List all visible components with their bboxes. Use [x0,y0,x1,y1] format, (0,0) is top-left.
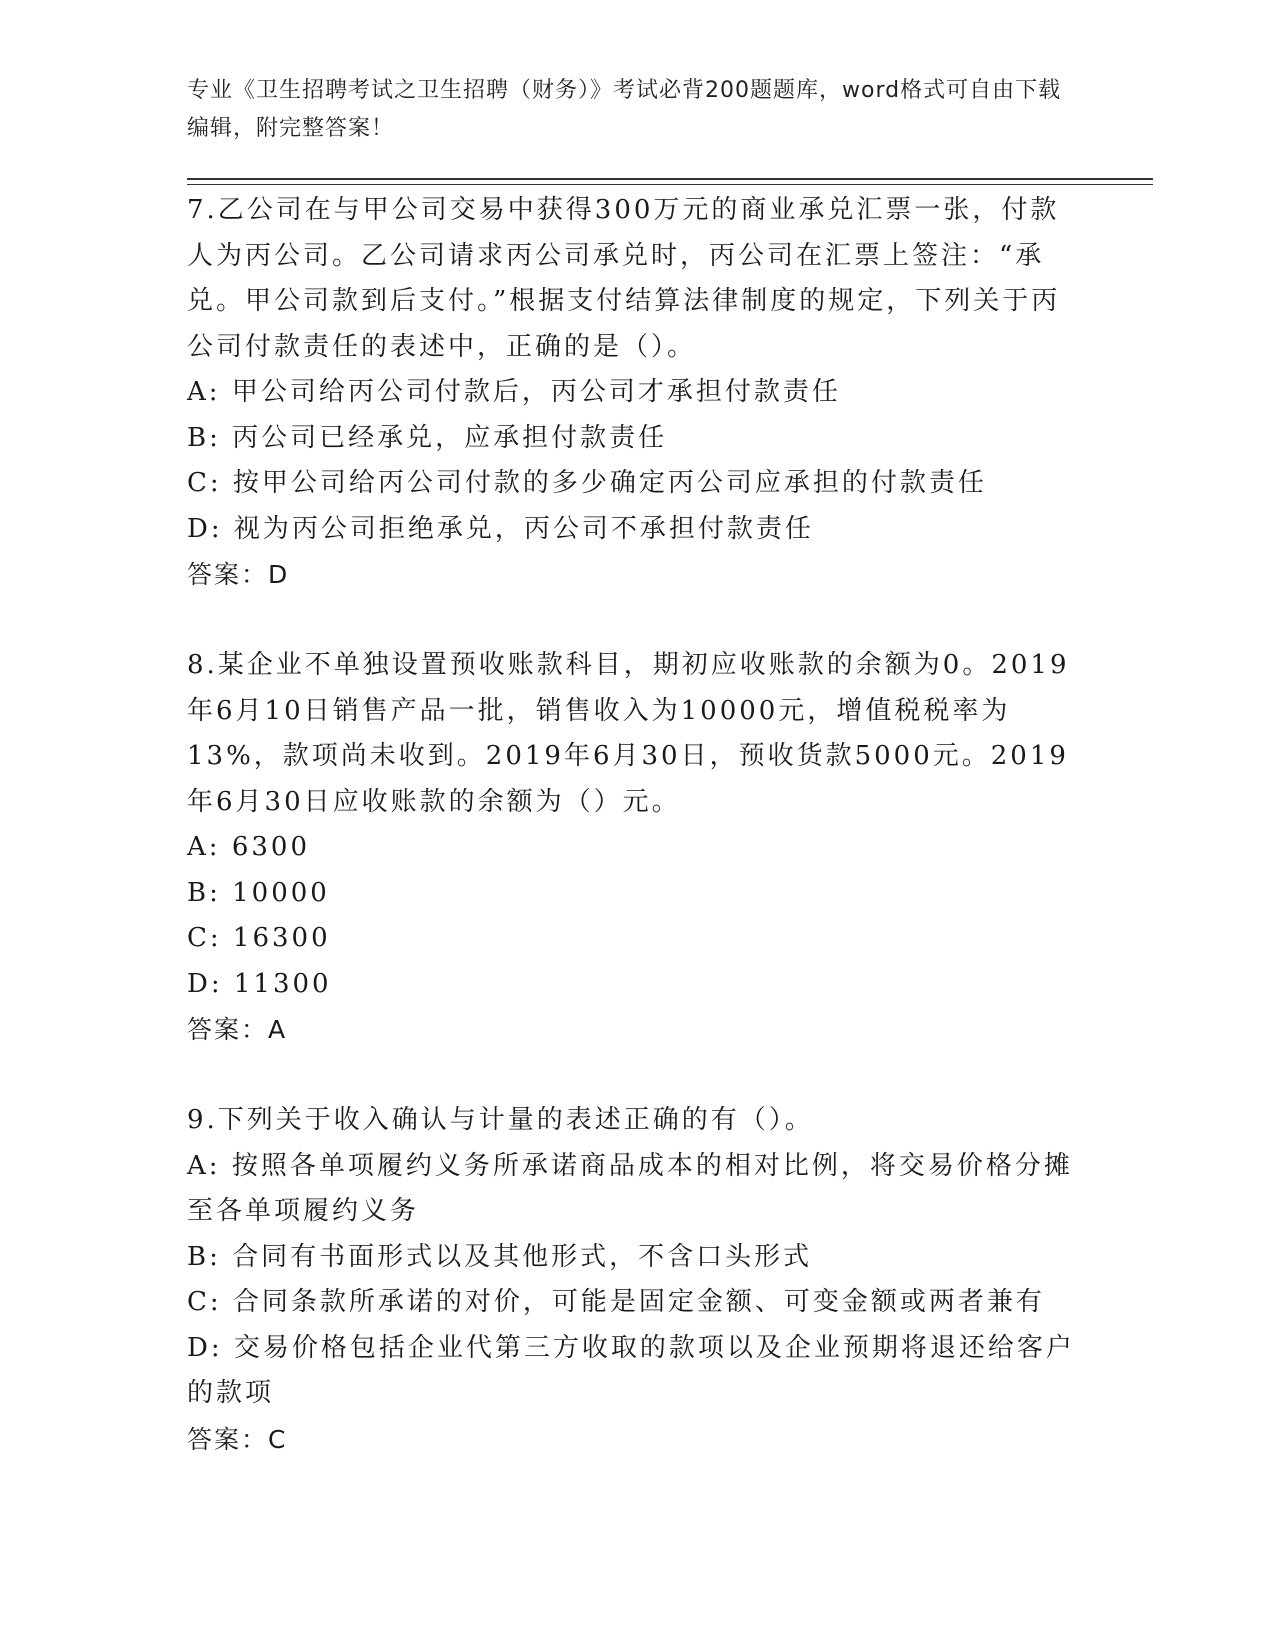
option-c [187,461,1077,507]
option-text: 按甲公司给丙公司付款的多少确定丙公司应承担的付款责任 [232,468,987,498]
option-key: A: [187,377,221,407]
option-key: D: [187,513,223,544]
question-stem: 8.某企业不单独设置预收账款科目，期初应收账款的余额为0。2019年6月10日销售产品一批，销售收入为10000元，增值税税率为13%，款项尚未收到。2019年6月30日，预收货款5000元。2019年6月30日应收账款的余额为（）元。 [187,650,1070,817]
question-stem: 9.下列关于收入确认与计量的表述正确的有（）。 [187,1105,814,1135]
question-9 [187,1098,1077,1462]
option-text: 16300 [232,923,331,953]
option-text: 11300 [233,968,332,999]
option-c [187,1280,1077,1326]
question-stem: 7.乙公司在与甲公司交易中获得300万元的商业承兑汇票一张，付款人为丙公司。乙公司请求丙公司承兑时，丙公司在汇票上签注：“承兑。甲公司款到后支付。”根据支付结算法律制度的规定，下列关于丙公司付款责任的表述中，正确的是（）。 [187,195,1061,362]
option-key: B: [187,877,221,908]
question-7 [187,188,1077,598]
answer: 答案：D [187,560,290,589]
option-text: 交易价格包括企业代第三方收取的款项以及企业预期将退还给客户的款项 [187,1332,1075,1408]
option-key: C: [187,923,222,953]
option-text: 甲公司给丙公司付款后，丙公司才承担付款责任 [231,377,841,407]
option-key: A: [187,832,221,862]
option-key: B: [187,1241,221,1272]
option-a [187,1144,1077,1235]
option-text: 按照各单项履约义务所承诺商品成本的相对比例，将交易价格分摊至各单项履约义务 [187,1150,1073,1226]
option-d [187,962,1077,1008]
option-key: C: [187,468,222,498]
question-8 [187,643,1077,1053]
option-key: A: [187,1150,221,1181]
option-text: 合同有书面形式以及其他形式，不含口头形式 [232,1241,813,1272]
document-body [187,188,1077,1462]
option-b [187,416,1077,462]
option-a [187,370,1077,416]
option-text: 丙公司已经承兑，应承担付款责任 [232,422,668,453]
header-rule-thick [187,178,1153,180]
option-text: 合同条款所承诺的对价，可能是固定金额、可变金额或两者兼有 [232,1287,1045,1317]
option-text: 视为丙公司拒绝承兑，丙公司不承担付款责任 [233,513,814,544]
option-text: 10000 [232,877,330,908]
header-rule-thin [187,184,1153,185]
option-text: 6300 [231,832,310,862]
option-key: D: [187,968,223,999]
document-header: 专业《卫生招聘考试之卫生招聘（财务）》考试必背200题题库，word格式可自由下载编辑，附完整答案！ [187,78,1062,141]
option-key: C: [187,1287,222,1317]
option-key: D: [187,1332,223,1363]
option-d [187,1326,1077,1417]
option-key: B: [187,422,221,453]
option-c [187,916,1077,962]
option-a [187,825,1077,871]
answer: 答案：A [187,1015,288,1044]
option-d [187,507,1077,553]
option-b [187,871,1077,917]
answer: 答案：C [187,1424,288,1454]
option-b [187,1235,1077,1281]
